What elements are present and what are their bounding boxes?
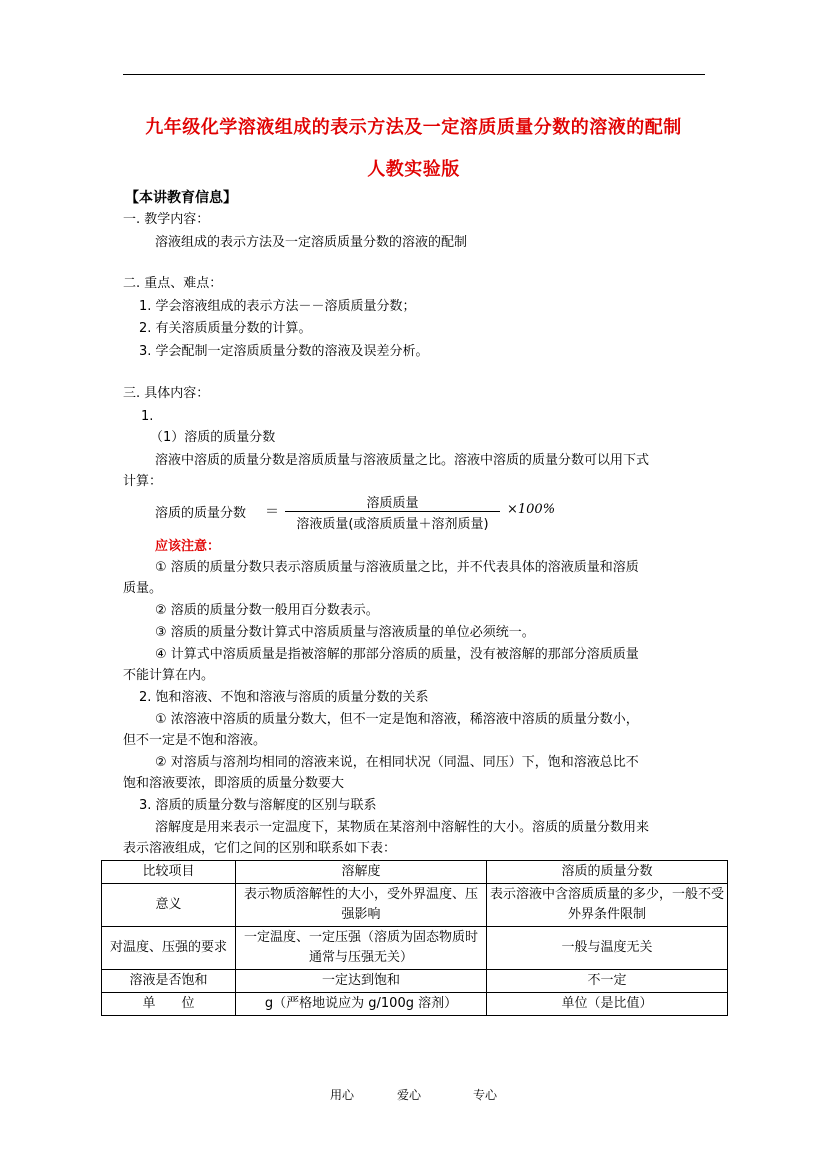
formula-lhs: 溶质的质量分数: [155, 506, 247, 521]
formula-numerator: 溶质质量: [366, 496, 419, 511]
table-cell: 单 位: [102, 993, 236, 1016]
document-subtitle: 人教实验版: [367, 159, 460, 180]
table-header-cell: 溶质的质量分数: [487, 861, 728, 884]
note-item: ① 溶质的质量分数只表示溶质质量与溶液质量之比，并不代表具体的溶液质量和溶质: [155, 560, 639, 575]
table-cell: 一定温度、一定压强（溶质为固态物质时通常与压强无关）: [236, 927, 487, 970]
mass-fraction-formula: [155, 492, 575, 532]
table-cell: 对温度、压强的要求: [102, 927, 236, 970]
item3-paragraph: 溶解度是用来表示一定温度下，某物质在某溶剂中溶解性的大小。溶质的质量分数用来: [155, 820, 650, 835]
table-row: [102, 927, 728, 970]
note-item: ④ 计算式中溶质质量是指被溶解的那部分溶质的质量，没有被溶解的那部分溶质质量: [155, 647, 639, 662]
section3-item-number: 1.: [141, 409, 154, 424]
section2-item-1: 1. 学会溶液组成的表示方法－－溶质质量分数；: [139, 299, 416, 314]
table-row: [102, 884, 728, 927]
table-row: [102, 970, 728, 993]
section1-heading: 一. 教学内容：: [123, 212, 210, 227]
table-cell: 表示物质溶解性的大小，受外界温度、压强影响: [236, 884, 487, 927]
item2-paragraph: ② 对溶质与溶剂均相同的溶液来说，在相同状况（同温、同压）下，饱和溶液总比不: [155, 755, 639, 770]
note-item: 质量。: [123, 581, 163, 596]
item2-paragraph: 但不一定是不饱和溶液。: [123, 733, 267, 748]
document-title: 九年级化学溶液组成的表示方法及一定溶质质量分数的溶液的配制: [145, 117, 682, 138]
item3-title: 3. 溶质的质量分数与溶解度的区别与联系: [139, 798, 377, 813]
formula-multiplier: ×100%: [507, 502, 556, 517]
item2-paragraph: 饱和溶液要浓，即溶质的质量分数要大: [123, 776, 345, 791]
table-cell: 意义: [102, 884, 236, 927]
note-heading: 应该注意：: [155, 539, 221, 554]
section2-item-2: 2. 有关溶质质量分数的计算。: [139, 321, 312, 336]
note-item: ③ 溶质的质量分数计算式中溶质质量与溶液质量的单位必须统一。: [155, 625, 535, 640]
table-cell: 表示溶液中含溶质质量的多少，一般不受外界条件限制: [487, 884, 728, 927]
formula-equals: ＝: [265, 504, 279, 520]
table-cell: 单位（是比值）: [487, 993, 728, 1016]
paragraph-line: 溶液中溶质的质量分数是溶质质量与溶液质量之比。溶液中溶质的质量分数可以用下式: [155, 453, 650, 468]
paragraph-line: 计算：: [123, 474, 163, 489]
table-header-row: [102, 861, 728, 884]
table-cell: g（严格地说应为 g/100g 溶剂）: [236, 993, 487, 1016]
section-header: 【本讲教育信息】: [125, 190, 237, 206]
table-cell: 不一定: [487, 970, 728, 993]
footer-text: 专心: [473, 1088, 498, 1102]
table-header-cell: 比较项目: [102, 861, 236, 884]
header-rule: [123, 74, 705, 75]
comparison-table: [101, 860, 728, 1016]
table-cell: 溶液是否饱和: [102, 970, 236, 993]
fraction-bar: [285, 511, 500, 512]
section2-heading: 二. 重点、难点：: [123, 276, 223, 291]
footer-text: 爱心: [397, 1088, 422, 1102]
section1-content: 溶液组成的表示方法及一定溶质质量分数的溶液的配制: [155, 235, 468, 250]
table-row: [102, 993, 728, 1016]
item3-paragraph: 表示溶液组成，它们之间的区别和联系如下表：: [123, 841, 397, 856]
note-item: ② 溶质的质量分数一般用百分数表示。: [155, 603, 379, 618]
footer-text: 用心: [330, 1088, 355, 1102]
subsection-title: （1）溶质的质量分数: [150, 430, 276, 445]
table-header-cell: 溶解度: [236, 861, 487, 884]
table-cell: 一般与温度无关: [487, 927, 728, 970]
table-cell: 一定达到饱和: [236, 970, 487, 993]
item2-title: 2. 饱和溶液、不饱和溶液与溶质的质量分数的关系: [139, 690, 429, 705]
section2-item-3: 3. 学会配制一定溶质质量分数的溶液及误差分析。: [139, 344, 429, 359]
note-item: 不能计算在内。: [123, 668, 215, 683]
item2-paragraph: ① 浓溶液中溶质的质量分数大，但不一定是饱和溶液，稀溶液中溶质的质量分数小，: [155, 712, 639, 727]
section3-heading: 三. 具体内容：: [123, 386, 210, 401]
formula-denominator: 溶液质量(或溶质质量＋溶剂质量): [296, 517, 489, 532]
